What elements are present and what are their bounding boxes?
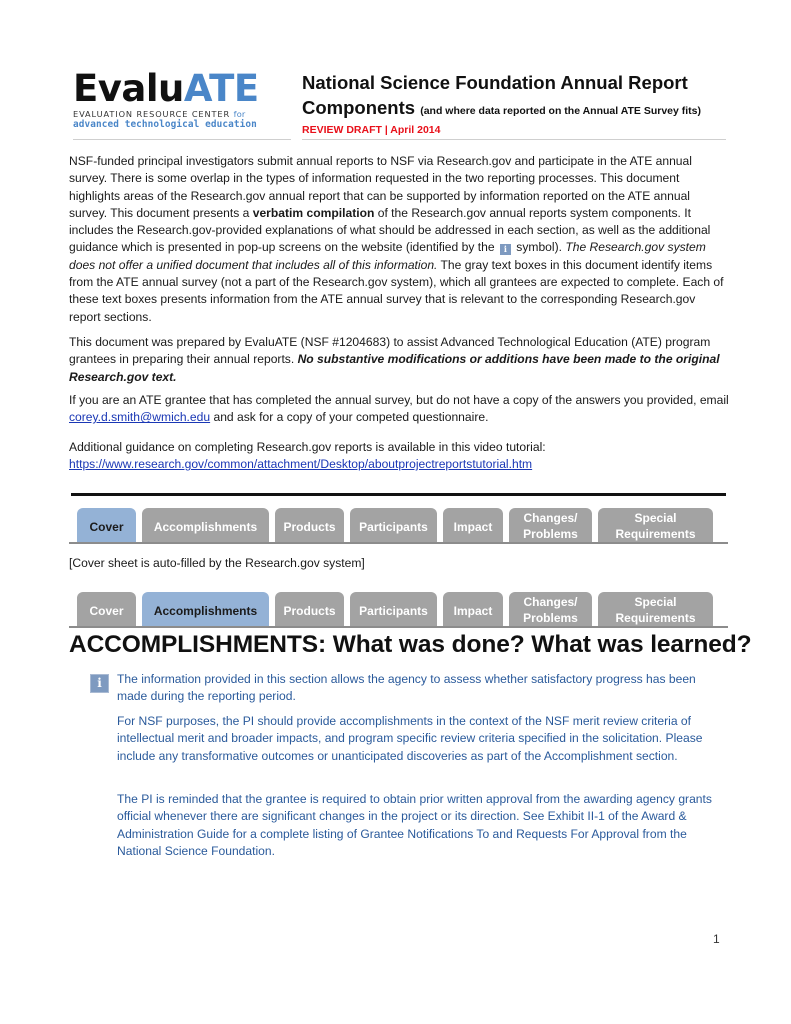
tab-impact[interactable] — [443, 508, 503, 542]
logo-subtitle-for: for — [233, 109, 246, 119]
guidance-text: The information provided in this section allows the agency to assess whether satisfactory progress has been made during the reporting period. — [117, 672, 696, 704]
tab-label — [615, 594, 695, 626]
intro-paragraph-3 — [69, 392, 729, 427]
tab-products[interactable] — [275, 592, 344, 626]
guidance-text: For NSF purposes, the PI should provide accomplishments in the context of the NSF merit review criteria of intellectual merit and broader impacts, and program specific review criteria specified in the solicitation. Please include any transformative outcomes or unanticipated discoveries as part of the Accomplishment section. — [117, 714, 703, 763]
tab-label-line1: Impact — [453, 604, 493, 618]
tab-label — [359, 603, 428, 619]
tab-label-line1: Impact — [453, 520, 493, 534]
info-icon[interactable]: i — [90, 674, 109, 693]
document-title-components: Components — [302, 97, 416, 118]
logo-subtitle-1 — [73, 109, 291, 119]
tab-label-line2: Requirements — [615, 611, 696, 625]
tutorial-link[interactable]: https://www.research.gov/common/attachment/Desktop/aboutprojectreportstutorial.htm — [69, 457, 533, 472]
tab-label-line2: Problems — [523, 611, 578, 625]
logo-ate: ATE — [183, 67, 259, 110]
tab-label — [283, 519, 335, 535]
tab-accomplishments[interactable] — [142, 592, 269, 626]
intro-text: and ask for a copy of your competed questionnaire. — [210, 410, 489, 425]
logo-subtitle-text: EVALUATION RESOURCE CENTER — [73, 109, 231, 119]
page-number: 1 — [713, 932, 720, 946]
tab-label — [454, 603, 493, 619]
tab-label — [454, 519, 493, 535]
tabbar-baseline — [69, 542, 728, 544]
tab-label-line1: Products — [283, 604, 336, 618]
unified-document-note: The Research.gov system does not offer a unified document that includes all of this information. — [69, 240, 706, 272]
tab-label-line1: Cover — [89, 604, 124, 618]
section-divider — [71, 493, 726, 496]
intro-text: of the Research.gov annual reports system components. It includes the Research.gov-provided explanations of what should be addressed in each section, as well as the additional guidance which is presented in pop-up screens on the website (identified by the — [69, 205, 711, 255]
tab-label-line2: Problems — [523, 527, 578, 541]
tab-label-line1: Changes/ — [523, 511, 578, 525]
contact-email-link[interactable]: corey.d.smith@wmich.edu — [69, 410, 211, 425]
accomplishments-heading: ACCOMPLISHMENTS: What was done? What was learned? — [69, 631, 752, 658]
tab-label — [89, 603, 123, 619]
tab-label — [359, 519, 428, 535]
evaluate-logo — [73, 67, 291, 130]
tab-label-line1: Participants — [359, 604, 428, 618]
intro-text: symbol). — [512, 240, 566, 255]
review-draft-label: REVIEW DRAFT | April 2014 — [302, 124, 441, 136]
title-divider — [302, 139, 726, 140]
tab-products[interactable] — [275, 508, 344, 542]
intro-paragraph-4 — [69, 439, 729, 474]
tab-cover[interactable] — [77, 592, 136, 626]
intro-text: Additional guidance on completing Research.gov reports is available in this video tutorial: — [69, 440, 546, 454]
intro-text: The gray text boxes in this document identify items from the ATE annual survey (not a part of the Research.gov system), which all grantees are expected to complete. Each of these text boxes presents information from the ATE annual survey that is relevant to the corresponding Research.gov report sections. — [69, 257, 724, 324]
tab-label — [154, 519, 257, 535]
intro-text: NSF-funded principal investigators submit annual reports to NSF via Research.gov and participate in the ATE annual survey. There is some overlap in the types of information requested in the two reporting processes. This document highlights areas of the Research.gov annual report that can be supported by information reported on the ATE annual survey. This document presents a — [69, 154, 692, 220]
accomplishments-guidance-2 — [117, 713, 729, 765]
tab-label — [283, 603, 335, 619]
tab-accomplishments[interactable] — [142, 508, 269, 542]
tab-label-line2: Requirements — [615, 527, 696, 541]
document-title-block — [302, 71, 742, 137]
logo-evalu: Evalu — [73, 67, 184, 110]
tab-impact[interactable] — [443, 592, 503, 626]
guidance-text: The PI is reminded that the grantee is required to obtain prior written approval from the awarding agency grants official whenever there are significant changes in the project or its direction. See Exhibit II-1 of the Award & Administration Guide for a complete listing of Grantee Notifications To and Requests For Approval from the National Science Foundation. — [117, 792, 712, 858]
cover-sheet-note: [Cover sheet is auto-filled by the Research.gov system] — [69, 556, 365, 570]
tab-label-line1: Accomplishments — [153, 520, 258, 534]
intro-text: If you are an ATE grantee that has completed the annual survey, but do not have a copy of the answers you provided, email — [69, 393, 729, 407]
tab-label — [523, 510, 578, 542]
info-icon: i — [500, 244, 511, 255]
tab-participants[interactable] — [350, 592, 437, 626]
logo-subtitle-2: advanced technological education — [73, 119, 257, 130]
tab-label — [154, 603, 257, 619]
logo-divider — [73, 139, 291, 140]
accomplishments-guidance-1 — [117, 671, 729, 706]
no-modifications-note: No substantive modifications or additions have been made to the original Research.gov text. — [69, 352, 720, 384]
tab-label-line1: Accomplishments — [153, 604, 258, 618]
tab-label-line1: Special — [634, 511, 677, 525]
tab-label-line1: Products — [283, 520, 336, 534]
verbatim-emphasis: verbatim compilation — [252, 205, 375, 220]
accomplishments-guidance-3 — [117, 791, 729, 860]
tab-label — [89, 519, 123, 535]
report-tabs-accomplishments — [77, 592, 727, 628]
intro-paragraph-1 — [69, 153, 729, 326]
tabbar-baseline — [69, 626, 728, 628]
logo-wordmark — [73, 67, 291, 110]
document-title-paren: (and where data reported on the Annual ATE Survey fits) — [420, 105, 702, 117]
tab-label-line1: Changes/ — [523, 595, 578, 609]
tab-label-line1: Cover — [89, 520, 124, 534]
intro-paragraph-2 — [69, 334, 729, 386]
report-tabs-cover — [77, 508, 727, 544]
intro-text: This document was prepared by EvaluATE (NSF #1204683) to assist Advanced Technological Education (ATE) program grantees in preparing their annual reports. — [69, 335, 711, 367]
tab-changes-problems[interactable] — [509, 592, 592, 626]
tab-participants[interactable] — [350, 508, 437, 542]
tab-changes-problems[interactable] — [509, 508, 592, 542]
tab-special-requirements[interactable] — [598, 592, 713, 626]
document-title-line2 — [302, 97, 742, 122]
tab-label — [615, 510, 695, 542]
document-title-line1: National Science Foundation Annual Report — [302, 72, 688, 93]
tab-label-line1: Special — [634, 595, 677, 609]
tab-label-line1: Participants — [359, 520, 428, 534]
tab-special-requirements[interactable] — [598, 508, 713, 542]
tab-label — [523, 594, 578, 626]
tab-cover[interactable] — [77, 508, 136, 542]
